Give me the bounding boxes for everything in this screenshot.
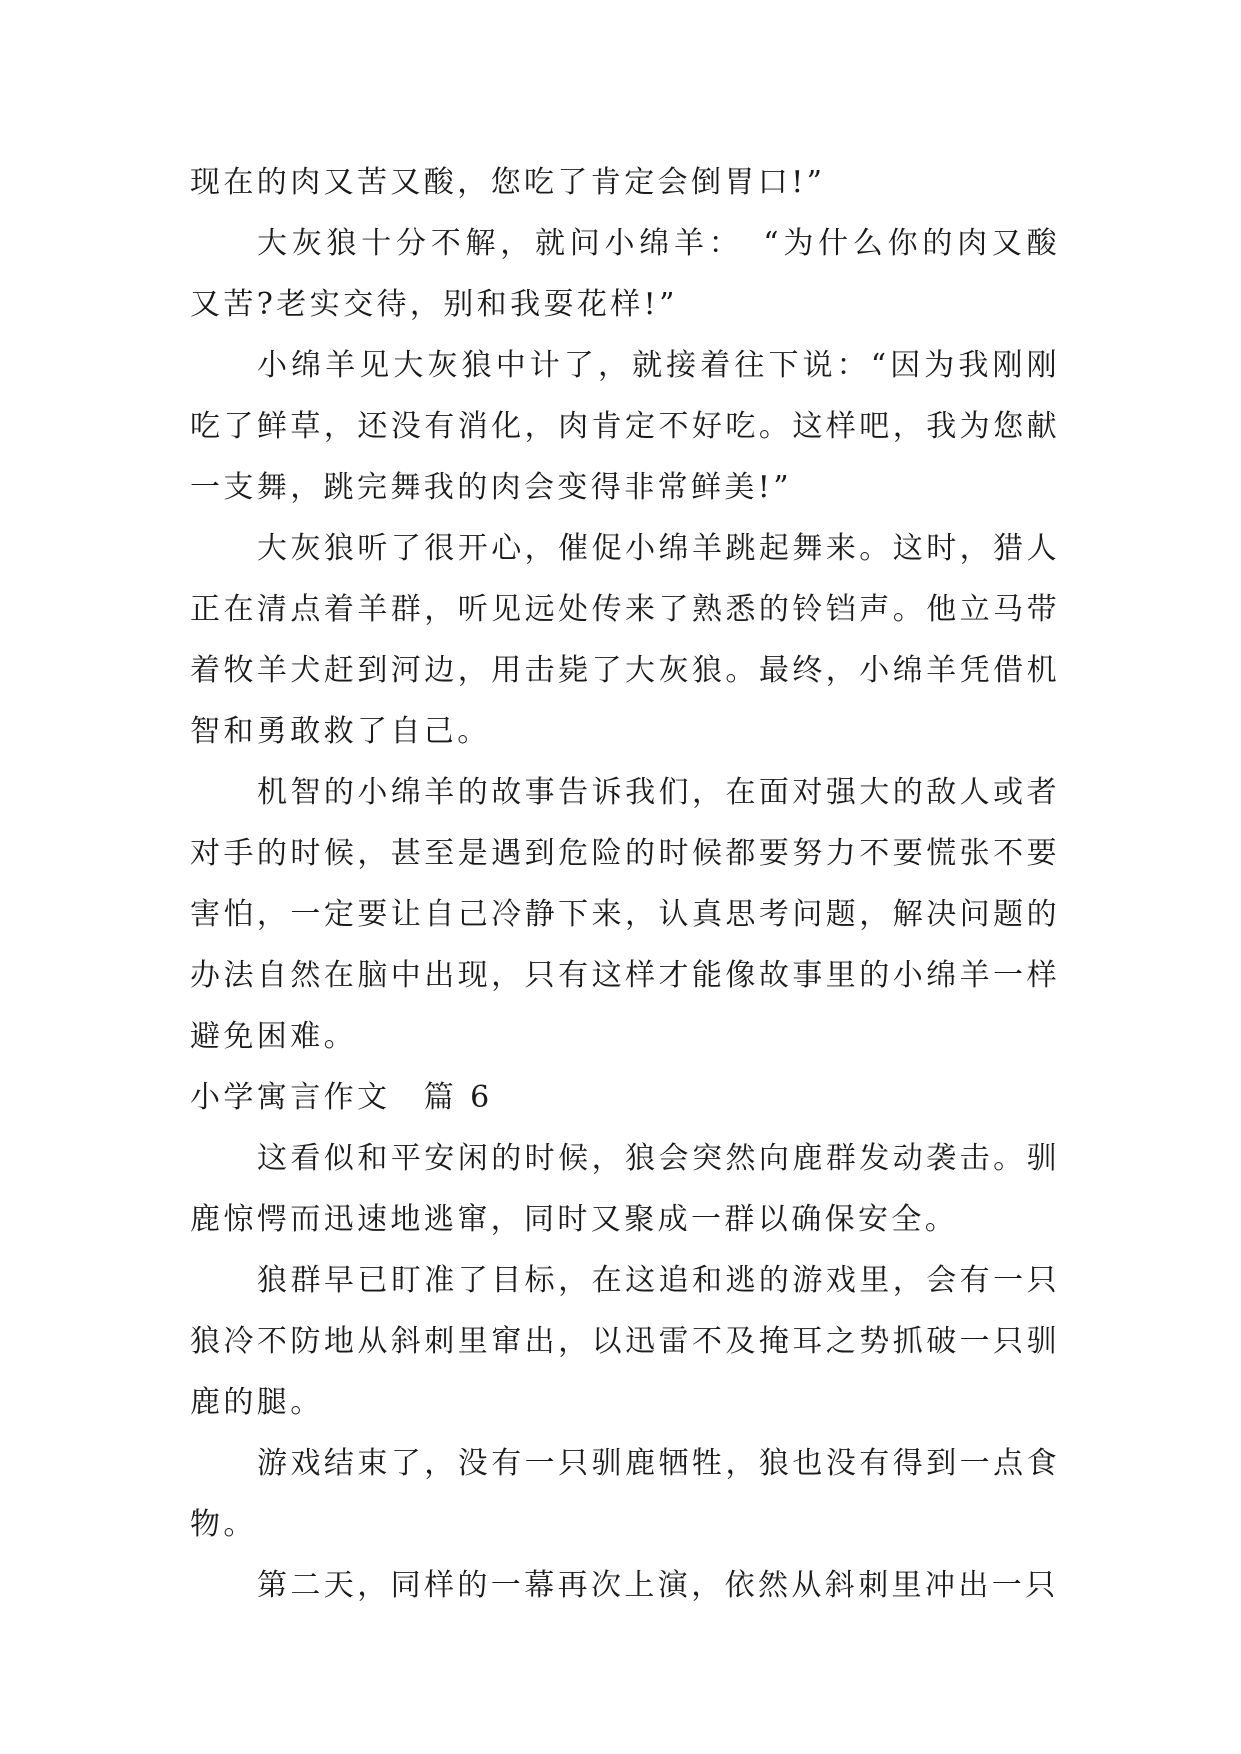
paragraph: 大灰狼听了很开心，催促小绵羊跳起舞来。这时，猎人正在清点着羊群，听见远处传来了熟悉的铃铛声。他立马带着牧羊犬赶到河边，用击毙了大灰狼。最终，小绵羊凭借机智和勇敢救了自己。 [190,531,1060,749]
paragraph: 这看似和平安闲的时候，狼会突然向鹿群发动袭击。驯鹿惊愕而迅速地逃窜，同时又聚成一群以确保安全。 [190,1141,1060,1237]
paragraph: 小绵羊见大灰狼中计了，就接着往下说：“因为我刚刚吃了鲜草，还没有消化，肉肯定不好吃。这样吧，我为您献一支舞，跳完舞我的肉会变得非常鲜美!” [190,348,1060,505]
paragraph: 大灰狼十分不解，就问小绵羊： “为什么你的肉又酸又苦?老实交待，别和我耍花样!” [190,226,1060,322]
paragraph-continued: 现在的肉又苦又酸，您吃了肯定会倒胃口!” [190,165,826,200]
section-heading: 小学寓言作文 篇 6 [190,1080,493,1115]
paragraph: 游戏结束了，没有一只驯鹿牺牲，狼也没有得到一点食物。 [190,1446,1060,1542]
document-body [190,152,1060,1616]
paragraph-truncated: 第二天，同样的一幕再次上演，依然从斜刺里冲出一只 [257,1568,1059,1603]
paragraph: 机智的小绵羊的故事告诉我们，在面对强大的敌人或者对手的时候，甚至是遇到危险的时候都要努力不要慌张不要害怕，一定要让自己冷静下来，认真思考问题，解决问题的办法自然在脑中出现，只有这样才能像故事里的小绵羊一样避免困难。 [190,775,1060,1054]
paragraph: 狼群早已盯准了目标，在这追和逃的游戏里，会有一只狼冷不防地从斜刺里窜出，以迅雷不及掩耳之势抓破一只驯鹿的腿。 [190,1263,1060,1420]
